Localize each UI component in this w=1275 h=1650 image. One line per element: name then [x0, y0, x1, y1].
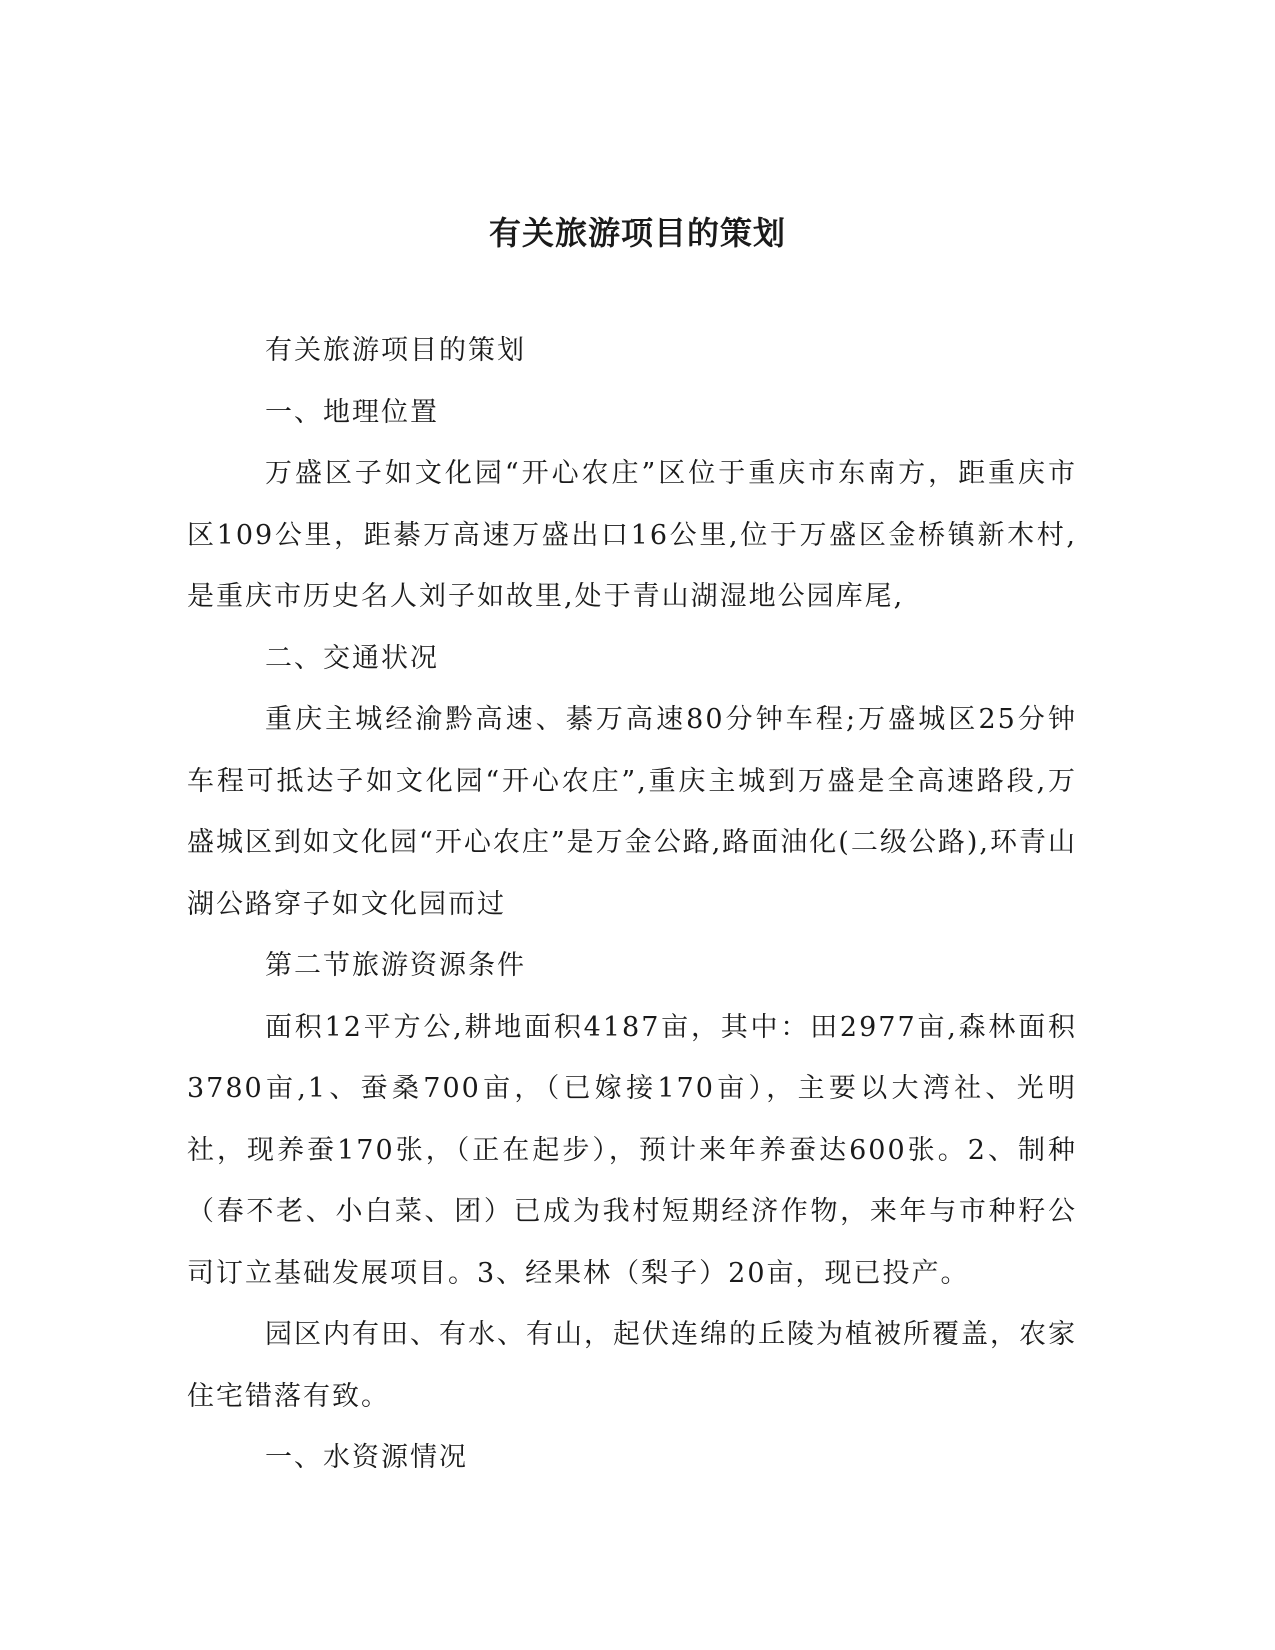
section-heading-traffic: 二、交通状况	[265, 642, 439, 674]
section-heading-resources: 第二节旅游资源条件	[265, 950, 526, 981]
paragraph-traffic: 重庆主城经渝黔高速、綦万高速80分钟车程;万盛城区25分钟车程可抵达子如文化园“开心农庄”,重庆主城到万盛是全高速路段,万盛城区到如文化园“开心农庄”是万金公路,路面油化(二级公路),环青山湖公路穿子如文化园而过	[187, 704, 1077, 920]
document-title: 有关旅游项目的策划	[488, 214, 786, 252]
section-heading-location: 一、地理位置	[265, 396, 439, 428]
paragraph-repeated-title: 有关旅游项目的策划	[265, 335, 526, 366]
paragraph-resources: 面积12平方公,耕地面积4187亩，其中：田2977亩,森林面积3780亩,1、蚕桑700亩，（已嫁接170亩），主要以大湾社、光明社，现养蚕170张，（正在起步），预计来年养蚕达600张。2、制种（春不老、小白菜、团）已成为我村短期经济作物，来年与市种籽公司订立基础发展项目。3、经果林（梨子）20亩，现已投产。	[187, 1011, 1077, 1289]
document-body	[187, 320, 1077, 1489]
section-heading-water: 一、水资源情况	[265, 1442, 468, 1473]
paragraph-location: 万盛区子如文化园“开心农庄”区位于重庆市东南方，距重庆市区109公里，距綦万高速万盛出口16公里,位于万盛区金桥镇新木村,是重庆市历史名人刘子如故里,处于青山湖湿地公园库尾,	[187, 458, 1077, 612]
paragraph-landscape: 园区内有田、有水、有山，起伏连绵的丘陵为植被所覆盖，农家住宅错落有致。	[187, 1319, 1077, 1412]
